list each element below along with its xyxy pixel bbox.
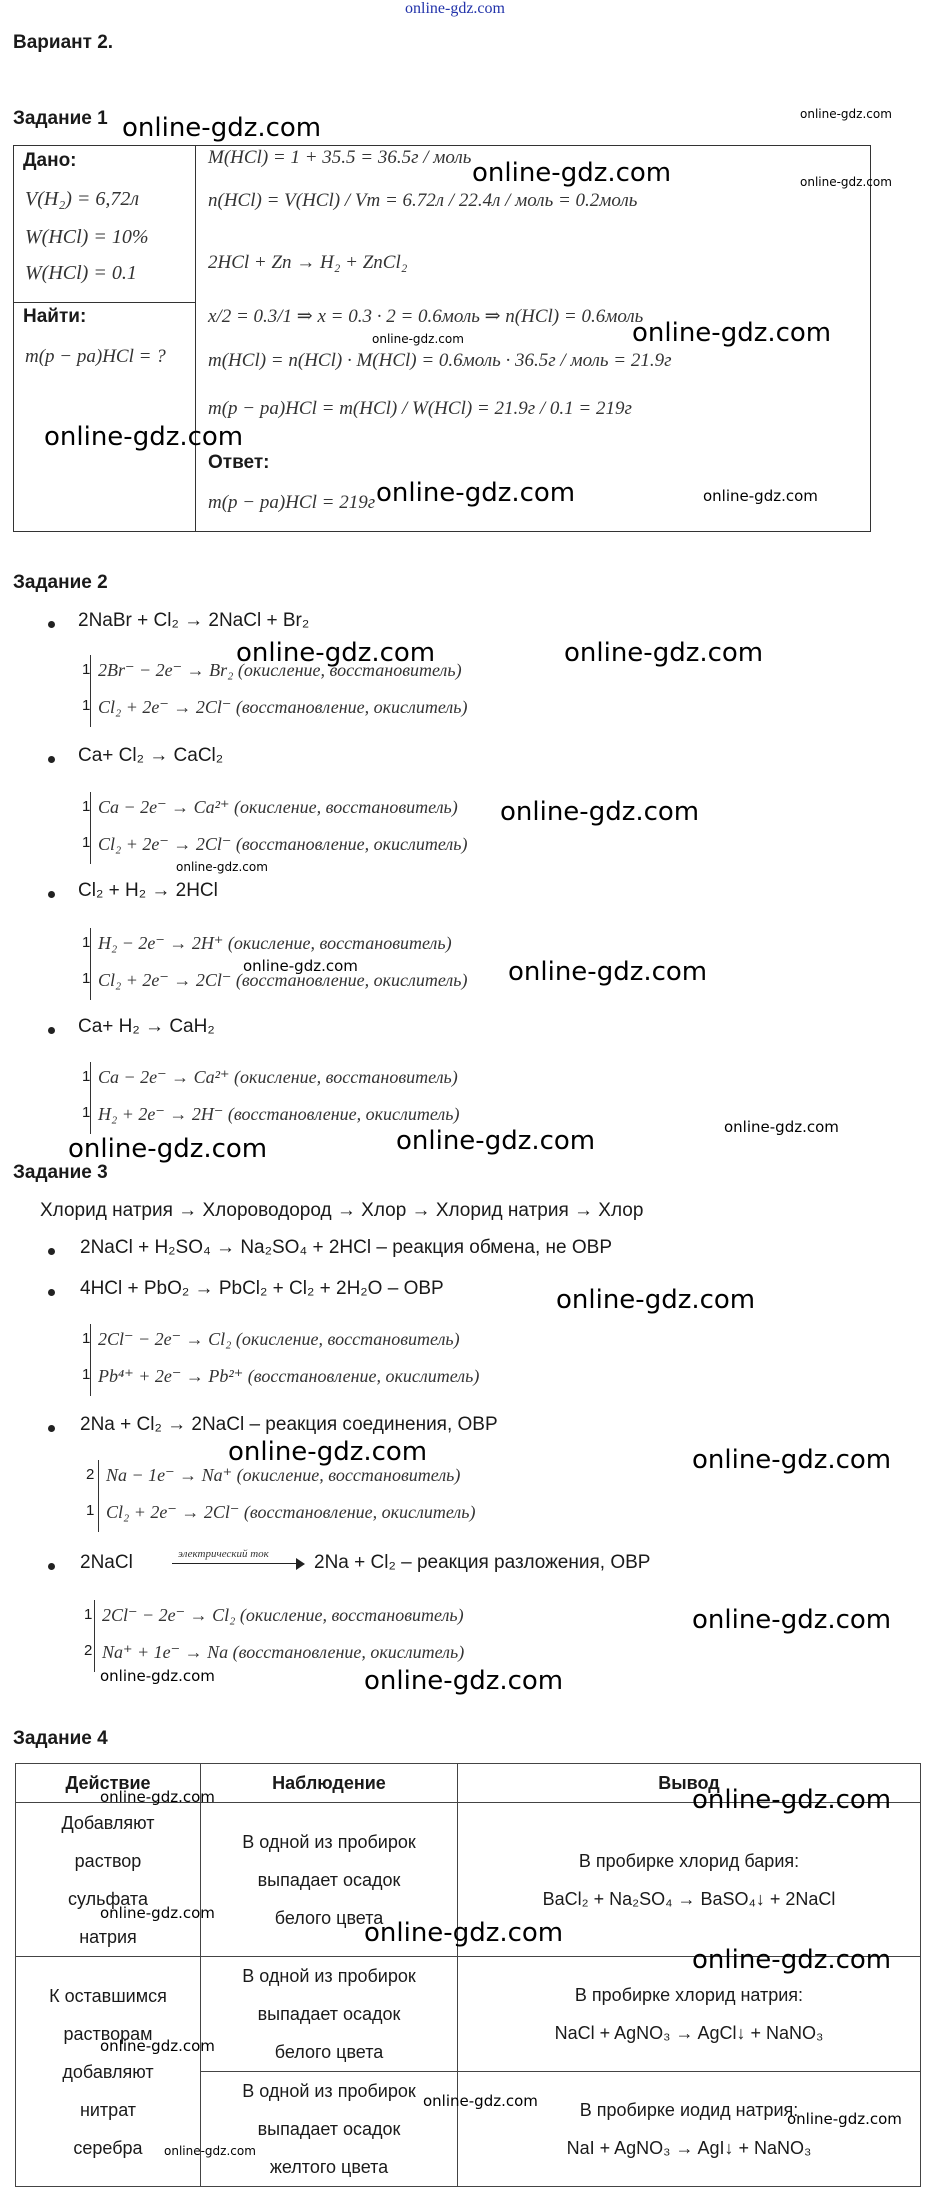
solution-line-1: M(HCl) = 1 + 35.5 = 36.5г / моль [208,147,472,168]
action-2-line: серебра [73,2137,143,2158]
task1-title: Задание 1 [13,108,108,129]
watermark[interactable]: online-gdz.com [44,422,244,452]
watermark[interactable]: online-gdz.com [692,1945,892,1975]
bracket [98,1460,99,1532]
task3-redox-3b: Cl₂ + 2e⁻ → 2Cl⁻ (восстановление, окислитель) [106,1502,476,1522]
watermark[interactable]: online-gdz.com [372,332,464,346]
task4-table [15,1763,921,2187]
coefficient: 1 [82,970,91,987]
watermark[interactable]: online-gdz.com [692,1445,892,1475]
action-1-line: Добавляют [61,1812,155,1833]
task3-redox-3a: Na − 1e⁻ → Na⁺ (окисление, восстановитель) [106,1465,461,1485]
coefficient: 1 [82,934,91,951]
watermark[interactable]: online-gdz.com [100,2037,215,2055]
long-arrow [172,1563,302,1564]
task3-eq-2: 4HCl + PbO₂ → PbCl₂ + Cl₂ + 2H₂O – ОВР [80,1278,444,1299]
given-volume: V(H₂) = 6,72л [25,188,140,210]
task3-redox-2a: 2Cl⁻ − 2e⁻ → Cl₂ (окисление, восстановитель) [98,1329,460,1349]
action-2-line: нитрат [79,2099,137,2120]
coefficient: 1 [82,834,91,851]
observation-2-line: В одной из пробирок [242,1966,416,1986]
watermark[interactable]: online-gdz.com [100,1667,215,1685]
variant-title: Вариант 2. [13,32,114,53]
header-action: Действие [16,1764,201,1803]
task3-title: Задание 3 [13,1162,108,1183]
observation-cell-2 [201,1957,458,2072]
task2-eq-4: Ca+ H₂ → CaH₂ [78,1016,215,1037]
solution-line-2: n(HCl) = V(HCl) / Vm = 6.72л / 22.4л / моль = 0.2моль [208,190,638,211]
answer-value: m(p − pa)HCl = 219г [208,492,376,513]
solution-line-4: x/2 = 0.3/1 ⇒ x = 0.3 · 2 = 0.6моль ⇒ n(HCl) = 0.6моль [208,306,644,327]
task2-redox-1b: Cl₂ + 2e⁻ → 2Cl⁻ (восстановление, окислитель) [98,697,468,717]
coefficient: 2 [86,1466,95,1483]
watermark[interactable]: online-gdz.com [787,2110,902,2128]
watermark[interactable]: online-gdz.com [556,1285,756,1315]
watermark[interactable]: online-gdz.com [703,487,818,505]
bullet [48,756,55,763]
watermark[interactable]: online-gdz.com [800,175,892,189]
header-observation: Наблюдение [201,1764,458,1803]
watermark[interactable]: online-gdz.com [100,1904,215,1922]
observation-3-line: В одной из пробирок [242,2081,416,2101]
find-value: m(p − pa)HCl = ? [25,346,166,367]
watermark[interactable]: online-gdz.com [692,1785,892,1815]
bracket [94,1600,95,1672]
watermark[interactable]: online-gdz.com [364,1918,564,1948]
action-2-line: добавляют [62,2061,154,2082]
action-1-line: раствор [74,1850,142,1871]
task2-redox-3b: Cl₂ + 2e⁻ → 2Cl⁻ (восстановление, окислитель) [98,970,468,990]
conclusion-cell-3 [458,2072,921,2187]
coefficient: 1 [82,1330,91,1347]
header-conclusion: Вывод [458,1764,921,1803]
find-label: Найти: [23,306,87,327]
solution-line-3: 2HCl + Zn → H₂ + ZnCl₂ [208,252,408,273]
observation-2-line: белого цвета [274,2042,384,2062]
task2-title: Задание 2 [13,572,108,593]
task3-redox-4a: 2Cl⁻ − 2e⁻ → Cl₂ (окисление, восстановитель) [102,1605,464,1625]
watermark[interactable]: online-gdz.com [176,860,268,874]
bullet [48,621,55,628]
task2-eq-2: Ca+ Cl₂ → CaCl₂ [78,745,224,766]
coefficient: 1 [82,1068,91,1085]
conclusion-3-line: NaI + AgNO₃ → AgI↓ + NaNO₃ [566,2138,812,2158]
bullet [48,1563,55,1570]
task1-given-separator [13,302,196,303]
watermark[interactable]: online-gdz.com [423,2092,538,2110]
conclusion-3-line: В пробирке иодид натрия: [579,2100,799,2120]
task2-redox-4b: H₂ + 2e⁻ → 2H⁻ (восстановление, окислитель) [98,1104,460,1124]
coefficient: 1 [86,1502,95,1519]
task3-eq-3: 2Na + Cl₂ → 2NaCl – реакция соединения, ОВР [80,1414,498,1435]
task2-redox-1a: 2Br⁻ − 2e⁻ → Br₂ (окисление, восстановитель) [98,660,462,680]
action-cell-1 [16,1803,201,1957]
coefficient: 1 [82,1366,91,1383]
watermark[interactable]: online-gdz.com [376,478,576,508]
task3-eq-4-right: 2Na + Cl₂ – реакция разложения, ОВР [314,1552,651,1573]
conclusion-1-line: BaCl₂ + Na₂SO₄ → BaSO₄↓ + 2NaCl [542,1888,836,1909]
given-percent: W(HCl) = 10% [25,226,149,248]
watermark[interactable]: online-gdz.com [68,1134,268,1164]
task3-eq-1: 2NaCl + H₂SO₄ → Na₂SO₄ + 2HCl – реакция обмена, не ОВР [80,1237,613,1258]
arrow-head [296,1558,305,1570]
observation-cell-3 [201,2072,458,2187]
answer-label: Ответ: [208,452,270,473]
action-1-line: сульфата [68,1888,148,1909]
watermark[interactable]: online-gdz.com [564,638,764,668]
coefficient: 1 [82,1104,91,1121]
solution-line-5: m(HCl) = n(HCl) · M(HCl) = 0.6моль · 36.5г / моль = 21.9г [208,350,672,371]
observation-1-line: выпадает осадок [257,1869,401,1890]
watermark[interactable]: online-gdz.com [122,113,322,143]
task3-redox-4b: Na⁺ + 1e⁻ → Na (восстановление, окислитель) [102,1642,465,1662]
watermark[interactable]: online-gdz.com [364,1666,564,1696]
watermark[interactable]: online-gdz.com [396,1126,596,1156]
watermark[interactable]: online-gdz.com [632,318,832,348]
bullet [48,891,55,898]
task2-eq-3: Cl₂ + H₂ → 2HCl [78,880,218,901]
task2-redox-4a: Ca − 2e⁻ → Ca²⁺ (окисление, восстановитель) [98,1067,458,1087]
bullet [48,1289,55,1296]
task4-title: Задание 4 [13,1728,108,1749]
coefficient: 1 [82,697,91,714]
watermark[interactable]: online-gdz.com [100,1788,215,1806]
task2-redox-2b: Cl₂ + 2e⁻ → 2Cl⁻ (восстановление, окислитель) [98,834,468,854]
observation-2-line: выпадает осадок [257,2004,401,2024]
watermark[interactable]: online-gdz.com [500,797,700,827]
coefficient: 2 [84,1642,93,1659]
solution-line-6: m(p − pa)HCl = m(HCl) / W(HCl) = 21.9г / 0.1 = 219г [208,398,632,419]
task3-chain: Хлорид натрия → Хлороводород → Хлор → Хлорид натрия → Хлор [40,1200,644,1221]
watermark[interactable]: online-gdz.com [724,1118,839,1136]
action-1-line: натрия [79,1926,137,1947]
bullet [48,1027,55,1034]
observation-1-line: В одной из пробирок [242,1831,416,1852]
conclusion-1-line: В пробирке хлорид бария: [578,1850,800,1871]
task2-redox-2a: Ca − 2e⁻ → Ca²⁺ (окисление, восстановитель) [98,797,458,817]
action-2-line: растворам [63,2023,153,2044]
site-header[interactable]: online-gdz.com [405,0,505,17]
watermark[interactable]: online-gdz.com [472,158,672,188]
watermark[interactable]: online-gdz.com [164,2144,256,2158]
observation-1-line: белого цвета [274,1907,384,1928]
action-2-line: К оставшимся [49,1985,167,2006]
task3-redox-2b: Pb⁴⁺ + 2e⁻ → Pb²⁺ (восстановление, окислитель) [98,1366,480,1386]
conclusion-2-line: NaCl + AgNO₃ → AgCl↓ + NaNO₃ [554,2023,824,2043]
task2-eq-1: 2NaBr + Cl₂ → 2NaCl + Br₂ [78,610,310,631]
watermark[interactable]: online-gdz.com [228,1437,428,1467]
coefficient: 1 [84,1606,93,1623]
watermark[interactable]: online-gdz.com [236,638,436,668]
bullet [48,1248,55,1255]
coefficient: 1 [82,661,91,678]
watermark[interactable]: online-gdz.com [692,1605,892,1635]
task2-redox-3a: H₂ − 2e⁻ → 2H⁺ (окисление, восстановитель) [98,933,452,953]
conclusion-2-line: В пробирке хлорид натрия: [574,1985,804,2005]
arrow-label: электрический ток [178,1548,269,1560]
observation-3-line: желтого цвета [269,2157,389,2177]
task3-eq-4-left: 2NaCl [80,1552,133,1573]
watermark[interactable]: online-gdz.com [243,957,358,975]
task1-divider [195,145,196,531]
bullet [48,1425,55,1432]
observation-3-line: выпадает осадок [257,2119,401,2139]
coefficient: 1 [82,798,91,815]
watermark[interactable]: online-gdz.com [800,107,892,121]
watermark[interactable]: online-gdz.com [508,957,708,987]
given-label: Дано: [23,150,77,171]
given-fraction: W(HCl) = 0.1 [25,262,137,284]
